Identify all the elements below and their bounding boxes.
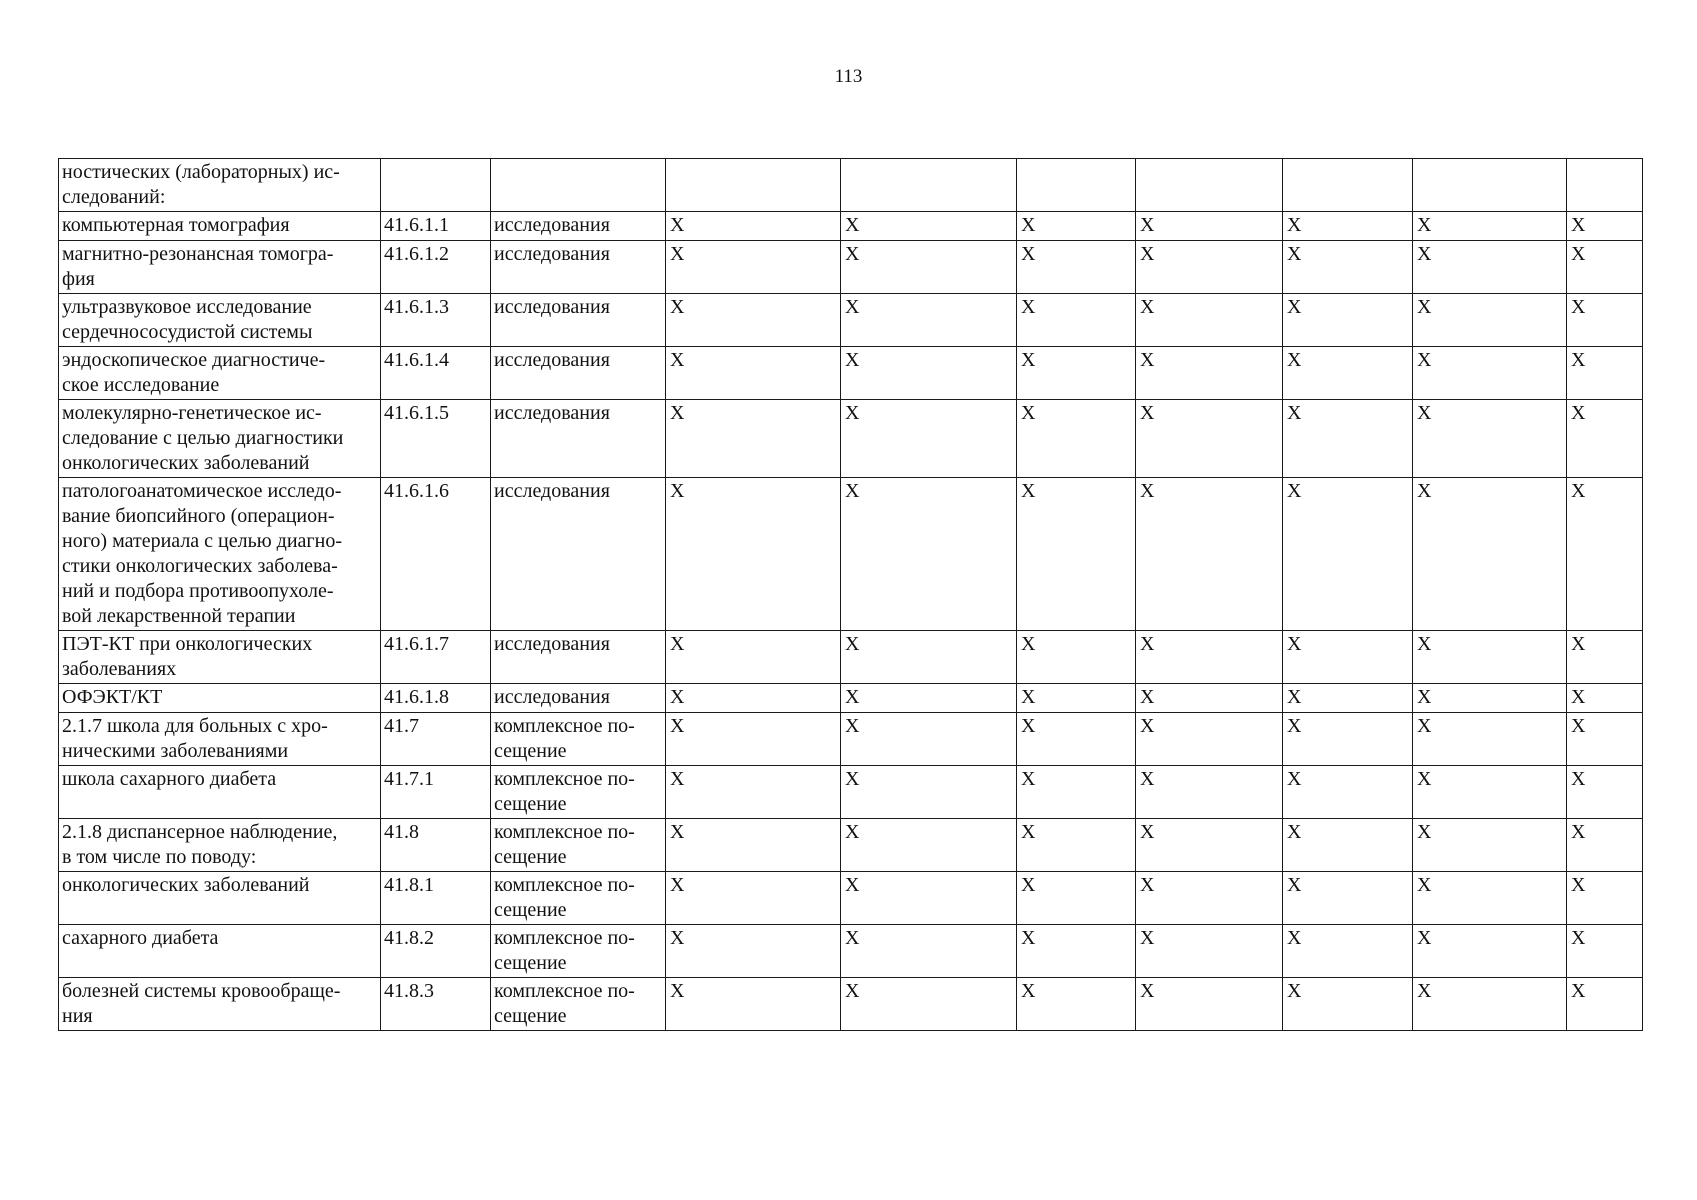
row-name-cell: 2.1.7 школа для больных с хро- ническими заболеваниями xyxy=(59,713,381,766)
row-mark-cell: X xyxy=(1283,347,1413,400)
row-mark-cell: X xyxy=(1283,631,1413,684)
row-mark-cell: X xyxy=(1567,241,1643,294)
row-code-cell: 41.6.1.1 xyxy=(381,212,491,241)
row-mark-cell: X xyxy=(1413,713,1567,766)
row-mark-cell: X xyxy=(666,212,841,241)
row-mark-cell: X xyxy=(1136,347,1283,400)
data-table xyxy=(58,158,1643,1031)
row-mark-cell: X xyxy=(666,400,841,478)
row-mark-cell: X xyxy=(1136,978,1283,1031)
row-name-cell: сахарного диабета xyxy=(59,925,381,978)
row-mark-cell xyxy=(1283,159,1413,212)
row-mark-cell: X xyxy=(1283,766,1413,819)
table-row xyxy=(59,684,1643,713)
row-mark-cell: X xyxy=(1283,400,1413,478)
row-mark-cell: X xyxy=(1017,713,1136,766)
row-mark-cell: X xyxy=(1283,819,1413,872)
row-unit-cell: комплексное по- сещение xyxy=(491,713,666,766)
row-code-cell: 41.6.1.7 xyxy=(381,631,491,684)
row-mark-cell: X xyxy=(841,478,1017,631)
row-mark-cell: X xyxy=(1017,684,1136,713)
row-mark-cell xyxy=(841,159,1017,212)
row-mark-cell: X xyxy=(1567,978,1643,1031)
row-unit-cell: комплексное по- сещение xyxy=(491,872,666,925)
row-mark-cell: X xyxy=(1136,684,1283,713)
row-mark-cell: X xyxy=(1136,713,1283,766)
row-mark-cell: X xyxy=(1567,400,1643,478)
row-mark-cell: X xyxy=(1567,713,1643,766)
row-mark-cell: X xyxy=(1136,294,1283,347)
row-unit-cell: исследования xyxy=(491,684,666,713)
row-unit-cell: исследования xyxy=(491,478,666,631)
row-mark-cell: X xyxy=(1567,631,1643,684)
row-mark-cell: X xyxy=(666,872,841,925)
table-row xyxy=(59,241,1643,294)
page-number: 113 xyxy=(834,66,863,87)
row-mark-cell: X xyxy=(1136,766,1283,819)
row-mark-cell: X xyxy=(1567,478,1643,631)
row-name-cell: компьютерная томография xyxy=(59,212,381,241)
row-code-cell xyxy=(381,159,491,212)
row-name-cell: 2.1.8 диспансерное наблюдение, в том числе по поводу: xyxy=(59,819,381,872)
row-code-cell: 41.8.1 xyxy=(381,872,491,925)
row-name-cell: школа сахарного диабета xyxy=(59,766,381,819)
row-unit-cell: исследования xyxy=(491,400,666,478)
row-mark-cell: X xyxy=(1136,872,1283,925)
row-mark-cell: X xyxy=(1567,212,1643,241)
row-mark-cell: X xyxy=(1283,925,1413,978)
row-mark-cell: X xyxy=(1567,294,1643,347)
row-mark-cell: X xyxy=(1017,400,1136,478)
row-name-cell: онкологических заболеваний xyxy=(59,872,381,925)
table-row xyxy=(59,347,1643,400)
row-mark-cell: X xyxy=(1567,766,1643,819)
row-mark-cell: X xyxy=(1017,478,1136,631)
row-mark-cell: X xyxy=(1413,684,1567,713)
row-mark-cell: X xyxy=(1413,347,1567,400)
row-mark-cell: X xyxy=(841,925,1017,978)
row-mark-cell: X xyxy=(1567,925,1643,978)
row-mark-cell: X xyxy=(666,713,841,766)
row-mark-cell: X xyxy=(1413,766,1567,819)
row-mark-cell: X xyxy=(1413,872,1567,925)
row-code-cell: 41.6.1.6 xyxy=(381,478,491,631)
table-row xyxy=(59,631,1643,684)
row-name-cell: болезней системы кровообраще- ния xyxy=(59,978,381,1031)
row-code-cell: 41.6.1.5 xyxy=(381,400,491,478)
row-mark-cell: X xyxy=(1136,478,1283,631)
row-unit-cell: комплексное по- сещение xyxy=(491,925,666,978)
row-mark-cell: X xyxy=(1413,294,1567,347)
table-body xyxy=(59,159,1643,1031)
row-mark-cell: X xyxy=(1283,241,1413,294)
row-code-cell: 41.8 xyxy=(381,819,491,872)
row-mark-cell: X xyxy=(841,684,1017,713)
row-unit-cell: комплексное по- сещение xyxy=(491,766,666,819)
row-mark-cell: X xyxy=(1017,872,1136,925)
row-code-cell: 41.6.1.8 xyxy=(381,684,491,713)
row-mark-cell: X xyxy=(1136,241,1283,294)
row-mark-cell: X xyxy=(1017,294,1136,347)
row-mark-cell: X xyxy=(1567,684,1643,713)
table-row xyxy=(59,294,1643,347)
row-name-cell: эндоскопическое диагностиче- ское исследование xyxy=(59,347,381,400)
row-mark-cell: X xyxy=(1283,478,1413,631)
row-mark-cell: X xyxy=(841,241,1017,294)
row-code-cell: 41.6.1.4 xyxy=(381,347,491,400)
row-mark-cell: X xyxy=(1413,631,1567,684)
row-mark-cell: X xyxy=(1413,241,1567,294)
table-row xyxy=(59,212,1643,241)
row-mark-cell: X xyxy=(666,978,841,1031)
row-unit-cell: исследования xyxy=(491,294,666,347)
row-unit-cell: комплексное по- сещение xyxy=(491,978,666,1031)
row-mark-cell: X xyxy=(1567,819,1643,872)
row-mark-cell: X xyxy=(666,241,841,294)
row-mark-cell: X xyxy=(1283,978,1413,1031)
row-name-cell: ПЭТ-КТ при онкологических заболеваниях xyxy=(59,631,381,684)
table-row xyxy=(59,713,1643,766)
row-mark-cell: X xyxy=(1017,631,1136,684)
table-row xyxy=(59,925,1643,978)
row-mark-cell xyxy=(666,159,841,212)
row-unit-cell xyxy=(491,159,666,212)
table-row xyxy=(59,978,1643,1031)
row-code-cell: 41.7.1 xyxy=(381,766,491,819)
row-mark-cell: X xyxy=(666,347,841,400)
row-unit-cell: исследования xyxy=(491,212,666,241)
row-mark-cell: X xyxy=(666,925,841,978)
row-mark-cell: X xyxy=(1136,925,1283,978)
row-code-cell: 41.6.1.3 xyxy=(381,294,491,347)
row-code-cell: 41.8.3 xyxy=(381,978,491,1031)
row-name-cell: ОФЭКТ/КТ xyxy=(59,684,381,713)
row-mark-cell: X xyxy=(841,713,1017,766)
row-mark-cell xyxy=(1136,159,1283,212)
row-mark-cell: X xyxy=(841,631,1017,684)
row-mark-cell: X xyxy=(1413,212,1567,241)
row-mark-cell: X xyxy=(841,212,1017,241)
row-mark-cell: X xyxy=(666,684,841,713)
row-unit-cell: исследования xyxy=(491,347,666,400)
row-unit-cell: комплексное по- сещение xyxy=(491,819,666,872)
row-mark-cell: X xyxy=(1283,294,1413,347)
row-code-cell: 41.8.2 xyxy=(381,925,491,978)
row-mark-cell: X xyxy=(1017,819,1136,872)
row-mark-cell xyxy=(1017,159,1136,212)
table-row xyxy=(59,872,1643,925)
row-name-cell: магнитно-резонансная томогра- фия xyxy=(59,241,381,294)
row-mark-cell: X xyxy=(841,347,1017,400)
row-name-cell: ностических (лабораторных) ис- следований: xyxy=(59,159,381,212)
row-mark-cell xyxy=(1413,159,1567,212)
row-name-cell: ультразвуковое исследование сердечнососудистой системы xyxy=(59,294,381,347)
row-mark-cell: X xyxy=(1136,631,1283,684)
row-mark-cell: X xyxy=(841,294,1017,347)
row-mark-cell: X xyxy=(1413,400,1567,478)
table-row xyxy=(59,159,1643,212)
row-mark-cell: X xyxy=(841,872,1017,925)
row-mark-cell: X xyxy=(1136,819,1283,872)
row-mark-cell: X xyxy=(1017,925,1136,978)
row-mark-cell: X xyxy=(666,819,841,872)
row-mark-cell: X xyxy=(1413,819,1567,872)
row-mark-cell: X xyxy=(666,294,841,347)
row-code-cell: 41.7 xyxy=(381,713,491,766)
row-mark-cell: X xyxy=(1017,978,1136,1031)
table-row xyxy=(59,766,1643,819)
row-mark-cell: X xyxy=(841,819,1017,872)
row-mark-cell: X xyxy=(1413,478,1567,631)
row-mark-cell: X xyxy=(841,978,1017,1031)
row-mark-cell: X xyxy=(1136,400,1283,478)
row-mark-cell: X xyxy=(1567,872,1643,925)
row-mark-cell: X xyxy=(1283,872,1413,925)
row-mark-cell: X xyxy=(841,766,1017,819)
row-mark-cell: X xyxy=(1017,241,1136,294)
row-mark-cell: X xyxy=(1413,925,1567,978)
row-mark-cell: X xyxy=(1413,978,1567,1031)
row-mark-cell: X xyxy=(1017,212,1136,241)
row-mark-cell: X xyxy=(1283,713,1413,766)
table-row xyxy=(59,478,1643,631)
row-name-cell: патологоанатомическое исследо- вание биопсийного (операцион- ного) материала с целью диагно- стики онкологических заболева- ний и подбора противоопухоле- вой лекарственной терапии xyxy=(59,478,381,631)
row-unit-cell: исследования xyxy=(491,241,666,294)
row-mark-cell: X xyxy=(1136,212,1283,241)
row-mark-cell: X xyxy=(1283,212,1413,241)
row-mark-cell: X xyxy=(841,400,1017,478)
table-row xyxy=(59,819,1643,872)
row-mark-cell: X xyxy=(1283,684,1413,713)
row-mark-cell: X xyxy=(1017,347,1136,400)
row-mark-cell xyxy=(1567,159,1643,212)
row-mark-cell: X xyxy=(1017,766,1136,819)
row-mark-cell: X xyxy=(666,631,841,684)
row-mark-cell: X xyxy=(666,478,841,631)
row-mark-cell: X xyxy=(1567,347,1643,400)
table-row xyxy=(59,400,1643,478)
row-unit-cell: исследования xyxy=(491,631,666,684)
row-name-cell: молекулярно-генетическое ис- следование с целью диагностики онкологических заболеваний xyxy=(59,400,381,478)
row-code-cell: 41.6.1.2 xyxy=(381,241,491,294)
row-mark-cell: X xyxy=(666,766,841,819)
